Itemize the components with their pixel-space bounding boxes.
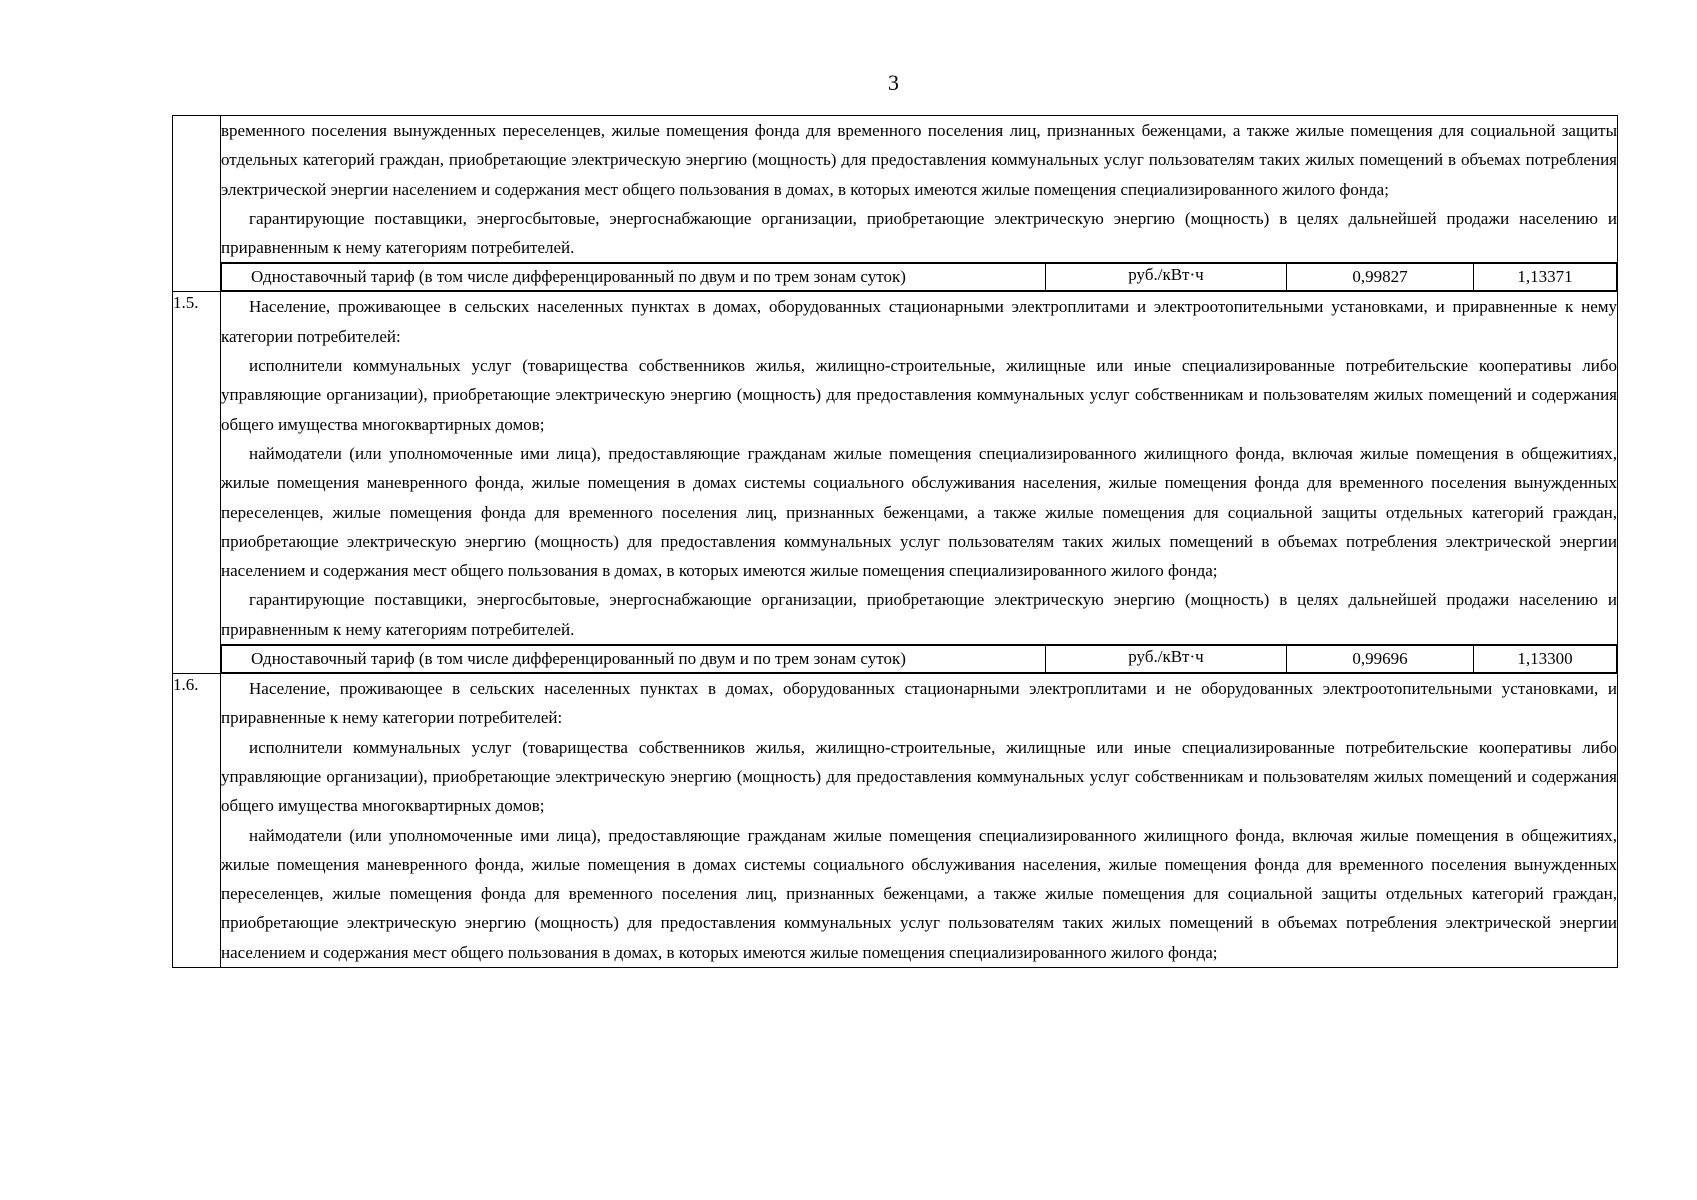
rate-unit: руб./кВт·ч: [1046, 646, 1287, 673]
section-row: [173, 674, 1618, 968]
rate-unit: руб./кВт·ч: [1046, 264, 1287, 291]
description-paragraph: Население, проживающее в сельских населенных пунктах в домах, оборудованных стационарными электроплитами и электроотопительными установками, и приравненные к нему категории потребителей:: [221, 297, 1617, 346]
description-paragraph: наймодатели (или уполномоченные ими лица), предоставляющие гражданам жилые помещения специализированного жилищного фонда, включая жилые помещения в общежитиях, жилые помещения маневренного фонда, жилые помещения в домах системы социального обслуживания населения, жилые помещения фонда для временного поселения вынужденных переселенцев, жилые помещения фонда для временного поселения лиц, признанных беженцами, а также жилые помещения для социальной защиты отдельных категорий граждан, приобретающие электрическую энергию (мощность) для предоставления коммунальных услуг пользователям таких жилых помещений в объемах потребления электрической энергии населением и содержания мест общего пользования в домах, в которых имеются жилые помещения специализированного жилого фонда;: [221, 825, 1617, 962]
description-paragraph: временного поселения вынужденных переселенцев, жилые помещения фонда для временного поселения лиц, признанных беженцами, а также жилые помещения для социальной защиты отдельных категорий граждан, приобретающие электрическую энергию (мощность) для предоставления коммунальных услуг пользователям таких жилых помещений в объемах потребления электрической энергии населением и содержания мест общего пользования в домах, в которых имеются жилые помещения специализированного жилого фонда;: [221, 121, 1617, 199]
rate-value-1: 0,99827: [1287, 264, 1474, 291]
section-description: [221, 292, 1618, 645]
page-number: 3: [888, 70, 899, 95]
description-paragraph: гарантирующие поставщики, энергосбытовые, энергоснабжающие организации, приобретающие электрическую энергию (мощность) в целях дальнейшей продажи населению и приравненным к нему категориям потребителей.: [221, 208, 1617, 258]
rate-row: [173, 645, 1618, 674]
description-paragraph: исполнители коммунальных услуг (товарищества собственников жилья, жилищно-строительные, жилищные или иные специализированные потребительские кооперативы либо управляющие организации), приобретающие электрическую энергию (мощность) для предоставления коммунальных услуг собственникам и пользователям жилых помещений и содержания общего имущества многоквартирных домов;: [221, 356, 1617, 434]
rate-cell: [221, 645, 1618, 674]
rate-cell: [221, 263, 1618, 292]
description-paragraph: исполнители коммунальных услуг (товарищества собственников жилья, жилищно-строительные, жилищные или иные специализированные потребительские кооперативы либо управляющие организации), приобретающие электрическую энергию (мощность) для предоставления коммунальных услуг собственникам и пользователям жилых помещений и содержания общего имущества многоквартирных домов;: [221, 737, 1617, 816]
rate-table: [221, 263, 1617, 291]
section-row: [173, 116, 1618, 263]
rate-row: [173, 263, 1618, 292]
description-paragraph: наймодатели (или уполномоченные ими лица), предоставляющие гражданам жилые помещения специализированного жилищного фонда, включая жилые помещения в общежитиях, жилые помещения маневренного фонда, жилые помещения в домах системы социального обслуживания населения, жилые помещения фонда для временного поселения вынужденных переселенцев, жилые помещения фонда для временного поселения лиц, признанных беженцами, а также жилые помещения для социальной защиты отдельных категорий граждан, приобретающие электрическую энергию (мощность) для предоставления коммунальных услуг пользователям таких жилых помещений в объемах потребления электрической энергии населением и содержания мест общего пользования в домах, в которых имеются жилые помещения специализированного жилого фонда;: [221, 443, 1617, 581]
rate-value-1: 0,99696: [1287, 646, 1474, 673]
rate-table: [221, 645, 1617, 673]
tariff-table: [172, 115, 1618, 968]
description-paragraph: Население, проживающее в сельских населенных пунктах в домах, оборудованных стационарными электроплитами и не оборудованных электроотопительными установками, и приравненные к нему категории потребителей:: [221, 679, 1617, 728]
rate-value-2: 1,13371: [1474, 264, 1617, 291]
rate-value-2: 1,13300: [1474, 646, 1617, 673]
rate-name: Одноставочный тариф (в том числе дифференцированный по двум и по трем зонам суток): [222, 646, 1046, 673]
section-number: 1.5.: [173, 292, 221, 674]
section-number: [173, 116, 221, 292]
section-row: [173, 292, 1618, 645]
tariff-table-body: [173, 116, 1618, 968]
section-description: [221, 674, 1618, 968]
section-description: [221, 116, 1618, 263]
section-number: 1.6.: [173, 674, 221, 968]
rate-name: Одноставочный тариф (в том числе дифференцированный по двум и по трем зонам суток): [222, 264, 1046, 291]
description-paragraph: гарантирующие поставщики, энергосбытовые, энергоснабжающие организации, приобретающие электрическую энергию (мощность) в целях дальнейшей продажи населению и приравненным к нему категориям потребителей.: [221, 590, 1617, 639]
